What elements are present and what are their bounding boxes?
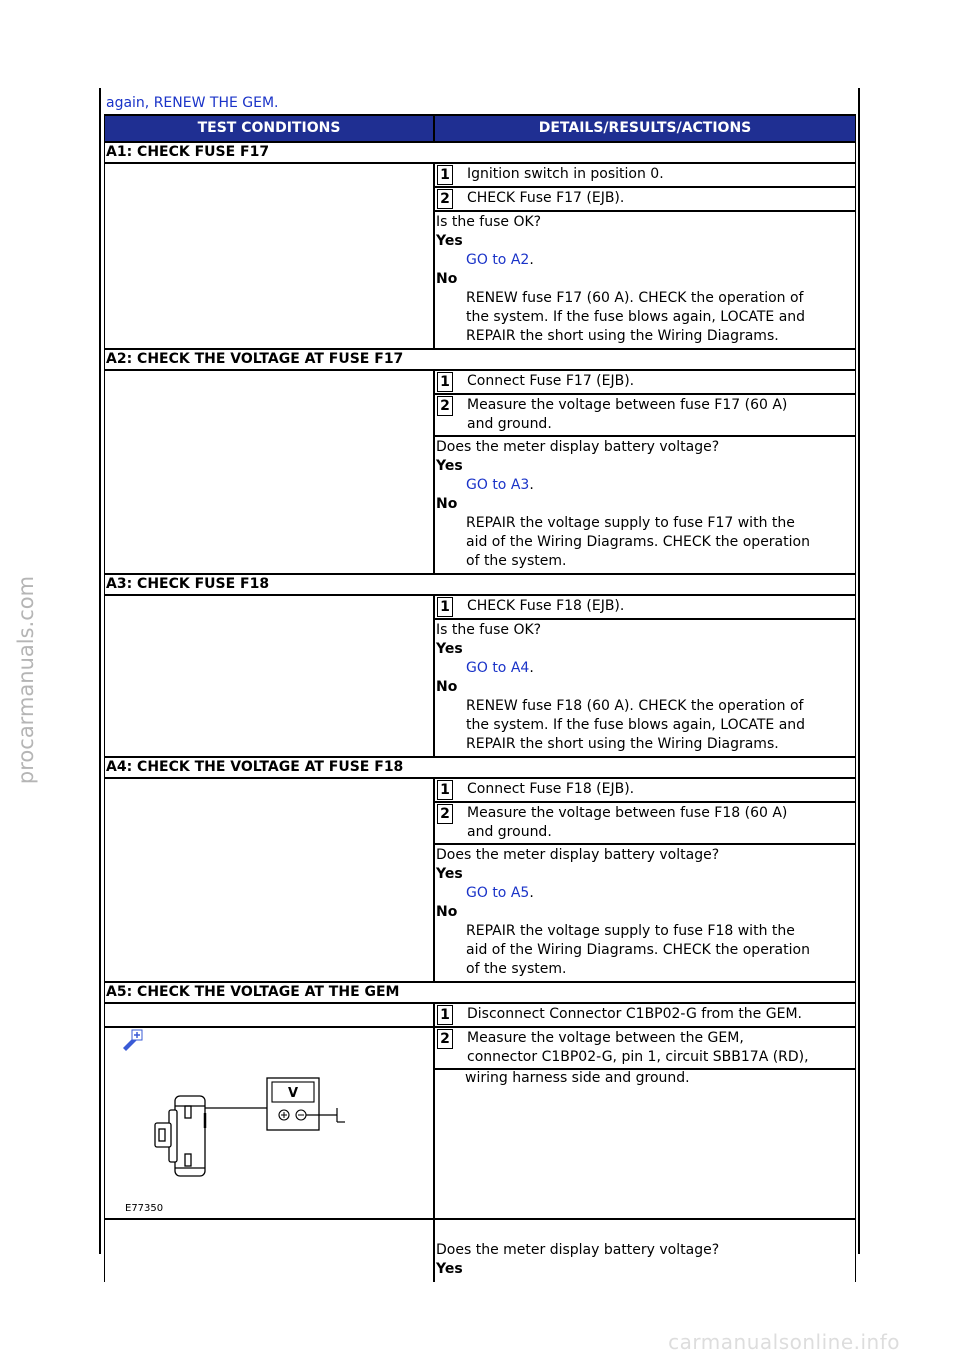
no-action: RENEW fuse F18 (60 A). CHECK the operation of the system. If the fuse blows again, LOCATE and REPAIR the short using the Wiring Diagrams. xyxy=(466,698,806,752)
zoom-icon[interactable] xyxy=(123,1030,142,1051)
section-a5-step2 xyxy=(105,1028,855,1220)
connector-icon xyxy=(155,1096,205,1176)
no-action: REPAIR the voltage supply to fuse F18 with the aid of the Wiring Diagrams. CHECK the operation of the system. xyxy=(466,923,810,977)
step-number: 1 xyxy=(437,372,453,392)
header-details: DETAILS/RESULTS/ACTIONS xyxy=(538,120,752,136)
step-number: 1 xyxy=(437,597,453,617)
step-text: Measure the voltage between fuse F18 (60 A) and ground. xyxy=(467,805,788,840)
section-title-a2: A2: CHECK THE VOLTAGE AT FUSE F17 xyxy=(105,350,855,371)
conditions-cell xyxy=(105,1004,435,1026)
goto-link[interactable]: GO to A5 xyxy=(466,885,530,901)
question: Is the fuse OK? xyxy=(436,622,542,638)
no-label: No xyxy=(436,679,458,695)
conditions-cell xyxy=(105,371,435,573)
step-text: Connect Fuse F17 (EJB). xyxy=(467,373,635,389)
bottom-watermark: carmanualsonline.info xyxy=(668,1330,900,1354)
question: Does the meter display battery voltage? xyxy=(436,439,720,455)
details-cell xyxy=(435,1004,855,1026)
no-action: REPAIR the voltage supply to fuse F17 with the aid of the Wiring Diagrams. CHECK the operation of the system. xyxy=(466,515,810,569)
no-label: No xyxy=(436,904,458,920)
result-block: Is the fuse OK? Yes GO to A2. No RENEW fuse F17 (60 A). CHECK the operation of the system. If the fuse blows again, LOCATE and REPAIR the short using the Wiring Diagrams. xyxy=(435,212,855,348)
yes-label: Yes xyxy=(436,233,463,249)
step xyxy=(435,779,855,803)
right-margin-rule xyxy=(858,88,860,1254)
details-cell xyxy=(435,1028,855,1218)
test-table xyxy=(104,114,856,1282)
step-number: 2 xyxy=(437,189,453,209)
step xyxy=(435,803,855,845)
side-watermark: procarmanuals.com xyxy=(14,575,38,785)
section-a4 xyxy=(105,779,855,983)
step-continuation: wiring harness side and ground. xyxy=(465,1070,690,1086)
step xyxy=(435,188,855,212)
step xyxy=(435,164,855,188)
conditions-cell xyxy=(105,779,435,981)
step-number: 2 xyxy=(437,804,453,824)
result-block: Does the meter display battery voltage? Yes GO to A5. No REPAIR the voltage supply to fuse F18 with the aid of the Wiring Diagrams. CHECK the operation of the system. xyxy=(435,845,855,981)
conditions-cell xyxy=(105,1220,433,1282)
left-margin-rule xyxy=(99,88,101,1254)
yes-label: Yes xyxy=(436,458,463,474)
step-number: 2 xyxy=(437,396,453,416)
yes-label: Yes xyxy=(436,641,463,657)
question: Does the meter display battery voltage? xyxy=(436,1242,720,1258)
voltmeter-icon xyxy=(267,1078,319,1130)
step xyxy=(435,1004,855,1026)
result-block: Does the meter display battery voltage? Yes GO to A3. No REPAIR the voltage supply to fuse F17 with the aid of the Wiring Diagrams. CHECK the operation of the system. xyxy=(435,437,855,573)
yes-label: Yes xyxy=(436,1261,463,1277)
section-title-a4: A4: CHECK THE VOLTAGE AT FUSE F18 xyxy=(105,758,855,779)
table-header xyxy=(105,114,855,143)
details-cell xyxy=(433,1220,855,1282)
svg-text:V: V xyxy=(287,1086,299,1101)
details-cell xyxy=(435,779,855,981)
goto-link[interactable]: GO to A3 xyxy=(466,477,530,493)
step-number: 1 xyxy=(437,165,453,185)
figure-cell xyxy=(105,1028,435,1218)
details-cell xyxy=(435,596,855,756)
step-text: CHECK Fuse F18 (EJB). xyxy=(467,598,625,614)
step-number: 1 xyxy=(437,1005,453,1025)
section-a5-step1 xyxy=(105,1004,855,1028)
section-title-a5: A5: CHECK THE VOLTAGE AT THE GEM xyxy=(105,983,855,1004)
step-text: Disconnect Connector C1BP02-G from the GEM. xyxy=(467,1006,802,1022)
yes-label: Yes xyxy=(436,866,463,882)
step-text: Ignition switch in position 0. xyxy=(467,166,664,182)
conditions-cell xyxy=(105,164,435,348)
section-a3 xyxy=(105,596,855,758)
conditions-cell xyxy=(105,596,435,756)
goto-link[interactable]: GO to A4 xyxy=(466,660,530,676)
step xyxy=(435,395,855,437)
section-a5-result xyxy=(105,1220,855,1282)
step-number: 2 xyxy=(437,1029,453,1049)
figure-code: E77350 xyxy=(125,1203,164,1214)
section-title-a1: A1: CHECK FUSE F17 xyxy=(105,143,855,164)
header-test-conditions: TEST CONDITIONS xyxy=(105,116,435,141)
details-cell xyxy=(435,164,855,348)
no-label: No xyxy=(436,271,458,287)
goto-link[interactable]: GO to A2 xyxy=(466,252,530,268)
step xyxy=(435,1028,855,1070)
connector-meter-diagram xyxy=(105,1028,433,1218)
no-action: RENEW fuse F17 (60 A). CHECK the operation of the system. If the fuse blows again, LOCATE and REPAIR the short using the Wiring Diagrams. xyxy=(466,290,806,344)
section-title-a3: A3: CHECK FUSE F18 xyxy=(105,575,855,596)
result-block: Is the fuse OK? Yes GO to A4. No RENEW fuse F18 (60 A). CHECK the operation of the system. If the fuse blows again, LOCATE and REPAIR the short using the Wiring Diagrams. xyxy=(435,620,855,756)
step-text: CHECK Fuse F17 (EJB). xyxy=(467,190,625,206)
section-a2 xyxy=(105,371,855,575)
no-label: No xyxy=(436,496,458,512)
step xyxy=(435,371,855,395)
details-cell xyxy=(435,371,855,573)
question: Is the fuse OK? xyxy=(436,214,542,230)
question: Does the meter display battery voltage? xyxy=(436,847,720,863)
section-a1 xyxy=(105,164,855,350)
step-text: Measure the voltage between the GEM, connector C1BP02-G, pin 1, circuit SBB17A (RD), xyxy=(467,1030,809,1065)
continued-note: again, RENEW THE GEM. xyxy=(106,95,279,111)
step-text: Measure the voltage between fuse F17 (60 A) and ground. xyxy=(467,397,788,432)
result-block xyxy=(435,1220,855,1281)
step-text: Connect Fuse F18 (EJB). xyxy=(467,781,635,797)
step-number: 1 xyxy=(437,780,453,800)
step xyxy=(435,596,855,620)
